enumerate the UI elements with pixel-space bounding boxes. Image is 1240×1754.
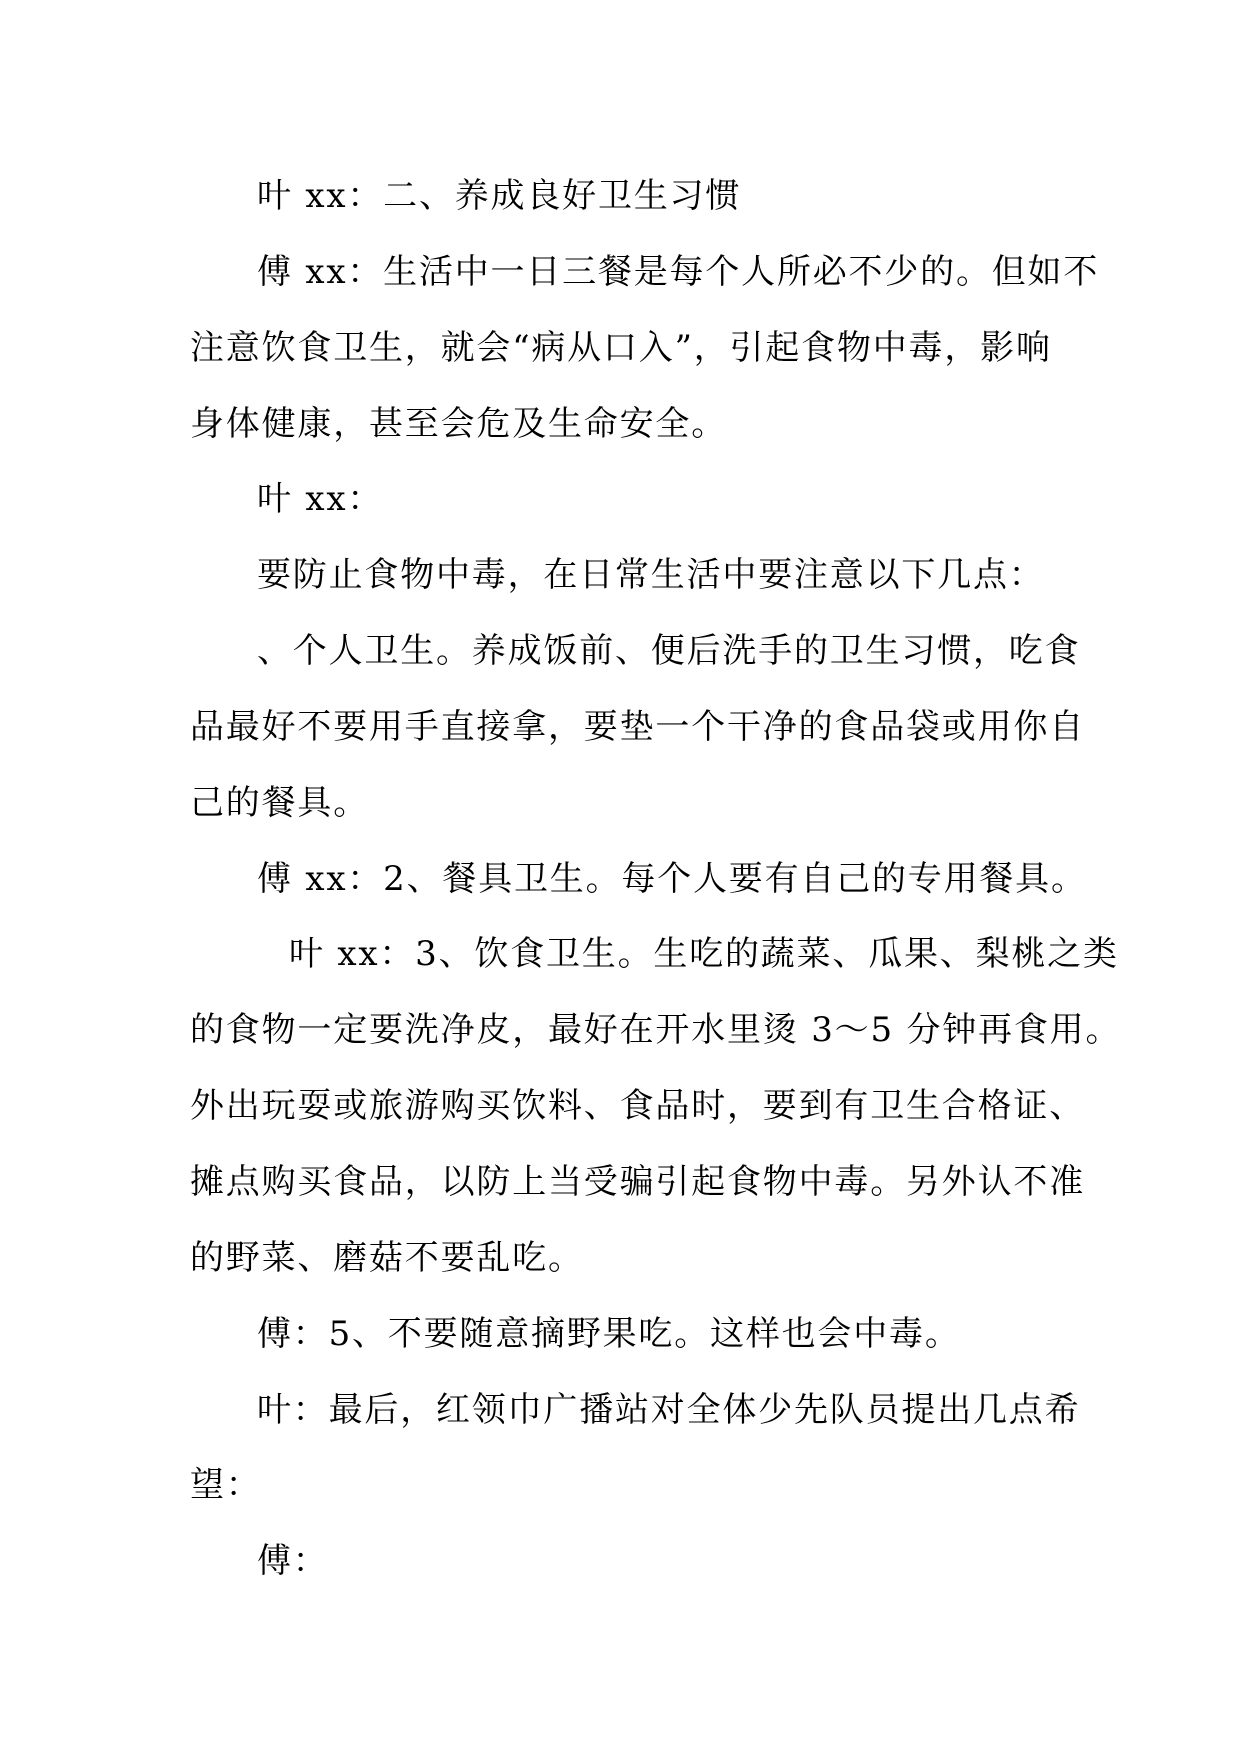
text-line: 叶 xx：二、养成良好卫生习惯: [257, 176, 742, 216]
text-line: 望：: [190, 1465, 262, 1505]
text-line: 己的餐具。: [190, 783, 369, 823]
text-line: 叶 xx：: [257, 479, 384, 519]
text-line: 外出玩耍或旅游购买饮料、食品时，要到有卫生合格证、: [190, 1086, 1085, 1126]
text-line: 傅 xx：生活中一日三餐是每个人所必不少的。但如不: [257, 252, 1100, 292]
text-line: 的野菜、磨菇不要乱吃。: [190, 1238, 584, 1278]
text-line: 、个人卫生。养成饭前、便后洗手的卫生习惯，吃食: [257, 631, 1081, 671]
text-line: 品最好不要用手直接拿，要垫一个干净的食品袋或用你自: [190, 707, 1085, 747]
text-line: 叶 xx：3、饮食卫生。生吃的蔬菜、瓜果、梨桃之类: [289, 934, 1119, 974]
text-line: 傅：5、不要随意摘野果吃。这样也会中毒。: [257, 1314, 961, 1354]
text-line: 傅：: [257, 1541, 329, 1581]
text-line: 叶：最后，红领巾广播站对全体少先队员提出几点希: [257, 1390, 1081, 1430]
text-line: 的食物一定要洗净皮，最好在开水里烫 3～5 分钟再食用。: [190, 1010, 1122, 1050]
text-line: 注意饮食卫生，就会“病从口入”，引起食物中毒，影响: [190, 328, 1052, 368]
text-line: 傅 xx：2、餐具卫生。每个人要有自己的专用餐具。: [257, 859, 1087, 899]
text-line: 身体健康，甚至会危及生命安全。: [190, 404, 727, 444]
text-line: 摊点购买食品，以防上当受骗引起食物中毒。另外认不准: [190, 1162, 1085, 1202]
text-line: 要防止食物中毒，在日常生活中要注意以下几点：: [257, 555, 1045, 595]
